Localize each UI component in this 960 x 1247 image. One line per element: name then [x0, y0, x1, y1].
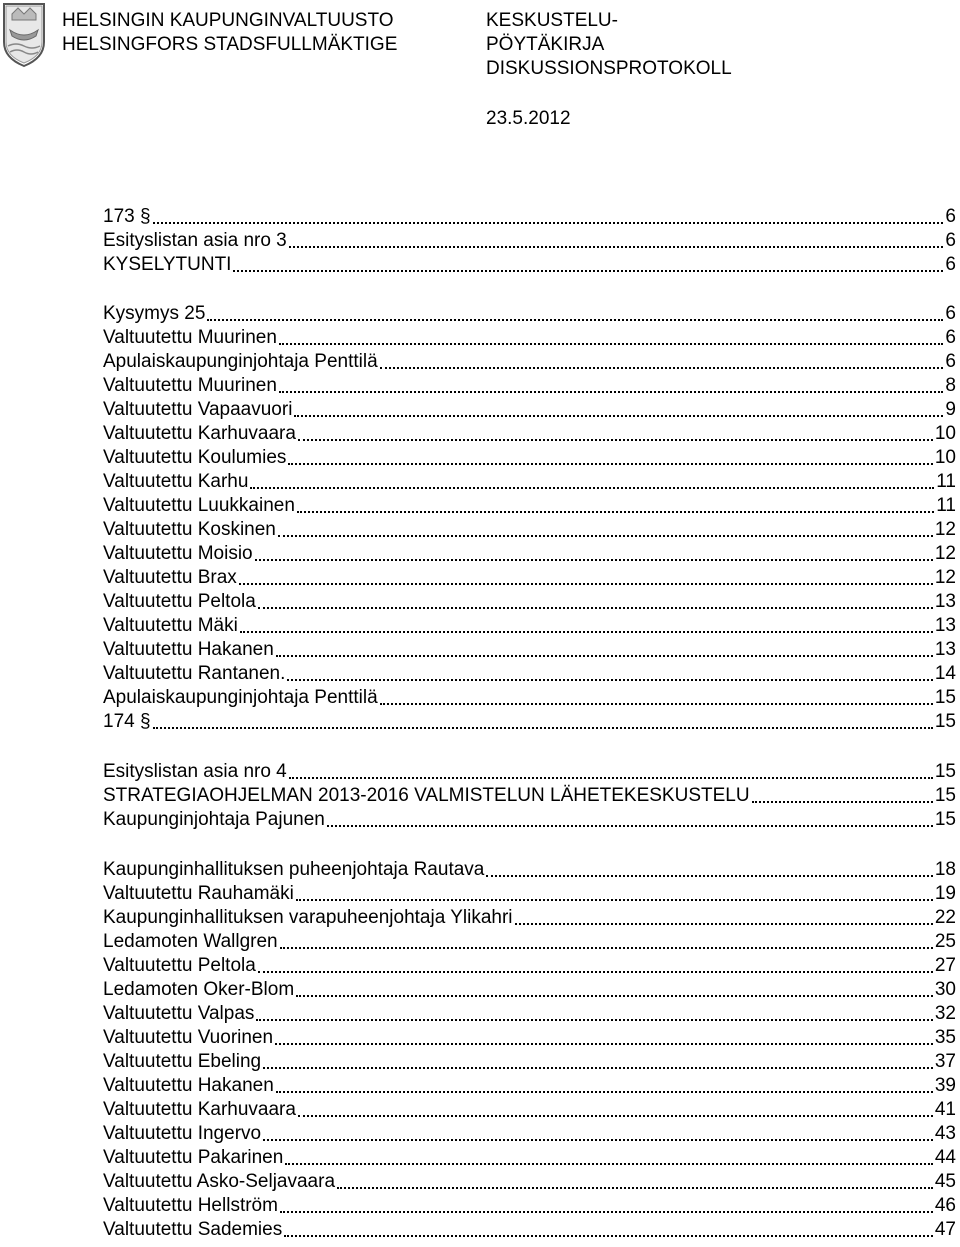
toc-entry [103, 229, 956, 253]
toc-entry-page: 45 [934, 1171, 956, 1192]
toc-entry-label: Valtuutettu Vuorinen [103, 1027, 274, 1048]
document-type-line-3: DISKUSSIONSPROTOKOLL [486, 58, 732, 79]
toc-entry-label: Ledamoten Oker-Blom [103, 979, 295, 1000]
toc-entry-label: Valtuutettu Peltola [103, 591, 256, 612]
toc-entry-page: 19 [934, 883, 956, 904]
document-type-line-1: KESKUSTELU- [486, 10, 618, 31]
toc-entry-label: Valtuutettu Asko-Seljavaara [103, 1171, 336, 1192]
toc-entry [103, 930, 956, 954]
toc-entry [103, 590, 956, 614]
toc-entry [103, 1122, 956, 1146]
toc-entry-page: 10 [934, 423, 956, 444]
toc-entry [103, 1170, 956, 1194]
toc-entry-page: 6 [945, 303, 956, 324]
toc-entry [103, 446, 956, 470]
toc-dot-leader [256, 1019, 932, 1021]
toc-entry [103, 882, 956, 906]
toc-entry-label: Valtuutettu Koulumies [103, 447, 287, 468]
toc-dot-leader [207, 319, 943, 321]
toc-entry-page: 13 [934, 591, 956, 612]
toc-entry-label: Valtuutettu Pakarinen [103, 1147, 284, 1168]
toc-entry [103, 1002, 956, 1026]
toc-dot-leader [515, 923, 933, 925]
toc-entry-page: 6 [945, 206, 956, 227]
toc-entry-label: Esityslistan asia nro 3 [103, 230, 287, 251]
toc-dot-leader [263, 1067, 933, 1069]
toc-entry [103, 1074, 956, 1098]
toc-entry-label: Ledamoten Wallgren [103, 931, 278, 952]
toc-entry-page: 11 [936, 471, 956, 492]
toc-entry-label: Valtuutettu Karhu [103, 471, 249, 492]
helsinki-coat-of-arms-icon [0, 0, 48, 70]
toc-entry-page: 15 [934, 785, 956, 806]
toc-dot-leader [337, 1187, 933, 1189]
toc-entry-page: 8 [945, 375, 956, 396]
toc-entry-label: Valtuutettu Moisio [103, 543, 253, 564]
toc-entry-label: Valtuutettu Hakanen [103, 639, 274, 660]
document-type-line-2: PÖYTÄKIRJA [486, 34, 605, 55]
toc-dot-leader [279, 391, 943, 393]
toc-entry-label: Valtuutettu Mäki [103, 615, 238, 636]
toc-entry [103, 422, 956, 446]
toc-entry [103, 374, 956, 398]
toc-entry [103, 326, 956, 350]
toc-entry-label: KYSELYTUNTI [103, 254, 232, 275]
toc-dot-leader [275, 1043, 933, 1045]
toc-entry [103, 1098, 956, 1122]
toc-entry [103, 518, 956, 542]
toc-entry-page: 39 [934, 1075, 956, 1096]
toc-entry-page: 14 [934, 663, 956, 684]
toc-entry [103, 302, 956, 326]
toc-dot-leader [297, 511, 934, 513]
toc-entry-label: Valtuutettu Hakanen [103, 1075, 274, 1096]
toc-entry-label: Kaupunginjohtaja Pajunen [103, 809, 325, 830]
toc-entry [103, 1146, 956, 1170]
toc-entry-label: 173 § [103, 206, 151, 227]
toc-dot-leader [284, 1235, 933, 1237]
toc-dot-leader [250, 487, 934, 489]
toc-entry [103, 1026, 956, 1050]
toc-entry-label: Valtuutettu Valpas [103, 1003, 255, 1024]
toc-entry-label: Valtuutettu Vapaavuori [103, 399, 293, 420]
toc-dot-leader [278, 535, 933, 537]
toc-entry [103, 784, 956, 808]
toc-entry [103, 954, 956, 978]
toc-entry-label: Valtuutettu Karhuvaara [103, 1099, 296, 1120]
organization-name-sv: HELSINGFORS STADSFULLMÄKTIGE [62, 34, 398, 55]
toc-entry-label: Valtuutettu Brax [103, 567, 237, 588]
organization-name-fi: HELSINGIN KAUPUNGINVALTUUSTO [62, 10, 394, 31]
toc-entry [103, 1050, 956, 1074]
toc-entry-page: 12 [934, 519, 956, 540]
toc-entry [103, 906, 956, 930]
toc-entry-label: Valtuutettu Rauhamäki [103, 883, 294, 904]
toc-dot-leader [296, 995, 933, 997]
toc-dot-leader [280, 947, 933, 949]
document-type [486, 9, 732, 81]
toc-entry-page: 13 [934, 639, 956, 660]
toc-dot-leader [288, 463, 932, 465]
toc-dot-leader [289, 246, 944, 248]
toc-entry-label: Valtuutettu Ebeling [103, 1051, 262, 1072]
toc-entry-label: Valtuutettu Muurinen [103, 327, 277, 348]
toc-entry-page: 6 [945, 230, 956, 251]
toc-entry-label: Kaupunginhallituksen varapuheenjohtaja Ylikahri [103, 907, 513, 928]
toc-entry-label: Apulaiskaupunginjohtaja Penttilä [103, 351, 378, 372]
toc-entry [103, 760, 956, 784]
toc-entry [103, 350, 956, 374]
toc-dot-leader [294, 415, 943, 417]
toc-entry [103, 566, 956, 590]
toc-dot-leader [298, 439, 933, 441]
toc-entry [103, 398, 956, 422]
toc-entry-label: Kaupunginhallituksen puheenjohtaja Rautava [103, 859, 485, 880]
toc-entry-page: 6 [945, 327, 956, 348]
toc-entry-page: 9 [945, 399, 956, 420]
toc-entry [103, 686, 956, 710]
toc-entry [103, 1194, 956, 1218]
toc-dot-leader [486, 875, 933, 877]
toc-dot-leader [258, 607, 933, 609]
toc-entry-page: 15 [934, 761, 956, 782]
toc-entry-page: 6 [945, 351, 956, 372]
toc-entry-label: Valtuutettu Peltola [103, 955, 256, 976]
organization-name [62, 9, 397, 57]
toc-entry-label: Valtuutettu Karhuvaara [103, 423, 296, 444]
toc-entry [103, 858, 956, 882]
toc-dot-leader [276, 655, 933, 657]
toc-entry [103, 205, 956, 229]
toc-dot-leader [285, 1163, 933, 1165]
toc-entry-label: Valtuutettu Ingervo [103, 1123, 262, 1144]
toc-entry-page: 32 [934, 1003, 956, 1024]
toc-entry [103, 978, 956, 1002]
toc-entry [103, 1218, 956, 1242]
toc-entry-page: 47 [934, 1219, 956, 1240]
toc-entry [103, 542, 956, 566]
toc-entry-label: Valtuutettu Koskinen [103, 519, 276, 540]
toc-entry [103, 494, 956, 518]
toc-entry-label: Valtuutettu Luukkainen [103, 495, 295, 516]
toc-dot-leader [280, 1211, 933, 1213]
toc-entry-page: 18 [934, 859, 956, 880]
toc-entry-label: Valtuutettu Muurinen [103, 375, 277, 396]
toc-dot-leader [153, 727, 933, 729]
toc-entry [103, 638, 956, 662]
toc-dot-leader [380, 367, 944, 369]
toc-entry [103, 614, 956, 638]
toc-entry-page: 22 [934, 907, 956, 928]
toc-dot-leader [240, 631, 933, 633]
toc-dot-leader [279, 343, 943, 345]
toc-entry-page: 44 [934, 1147, 956, 1168]
toc-dot-leader [258, 971, 933, 973]
toc-dot-leader [153, 222, 944, 224]
toc-dot-leader [233, 270, 943, 272]
toc-entry-page: 15 [934, 809, 956, 830]
toc-entry-page: 15 [934, 687, 956, 708]
toc-dot-leader [255, 559, 933, 561]
toc-dot-leader [752, 801, 933, 803]
toc-entry-label: Valtuutettu Sademies [103, 1219, 283, 1240]
toc-entry [103, 710, 956, 734]
toc-entry-label: Kysymys 25 [103, 303, 206, 324]
toc-entry-label: 174 § [103, 711, 151, 732]
toc-dot-leader [296, 899, 933, 901]
toc-entry-page: 37 [934, 1051, 956, 1072]
toc-entry-page: 41 [934, 1099, 956, 1120]
toc-entry-page: 43 [934, 1123, 956, 1144]
toc-entry [103, 662, 956, 686]
toc-entry-page: 25 [934, 931, 956, 952]
toc-dot-leader [298, 1115, 933, 1117]
toc-dot-leader [263, 1139, 933, 1141]
toc-dot-leader [239, 583, 933, 585]
meeting-date: 23.5.2012 [486, 108, 571, 129]
toc-entry-page: 10 [934, 447, 956, 468]
toc-entry-page: 46 [934, 1195, 956, 1216]
toc-entry [103, 470, 956, 494]
toc-entry [103, 253, 956, 277]
toc-entry-label: STRATEGIAOHJELMAN 2013-2016 VALMISTELUN LÄHETEKESKUSTELU [103, 785, 750, 806]
toc-entry-page: 27 [934, 955, 956, 976]
toc-entry-page: 6 [945, 254, 956, 275]
toc-dot-leader [289, 777, 933, 779]
toc-dot-leader [380, 703, 933, 705]
toc-entry-label: Valtuutettu Hellström [103, 1195, 278, 1216]
toc-entry-page: 13 [934, 615, 956, 636]
toc-entry [103, 808, 956, 832]
toc-dot-leader [276, 1091, 933, 1093]
toc-entry-page: 35 [934, 1027, 956, 1048]
toc-entry-label: Valtuutettu Rantanen. [103, 663, 286, 684]
toc-dot-leader [327, 825, 933, 827]
toc-entry-label: Esityslistan asia nro 4 [103, 761, 287, 782]
toc-entry-label: Apulaiskaupunginjohtaja Penttilä [103, 687, 378, 708]
toc-entry-page: 15 [934, 711, 956, 732]
toc-entry-page: 11 [936, 495, 956, 516]
toc-dot-leader [287, 679, 932, 681]
toc-entry-page: 30 [934, 979, 956, 1000]
toc-entry-page: 12 [934, 567, 956, 588]
toc-entry-page: 12 [934, 543, 956, 564]
